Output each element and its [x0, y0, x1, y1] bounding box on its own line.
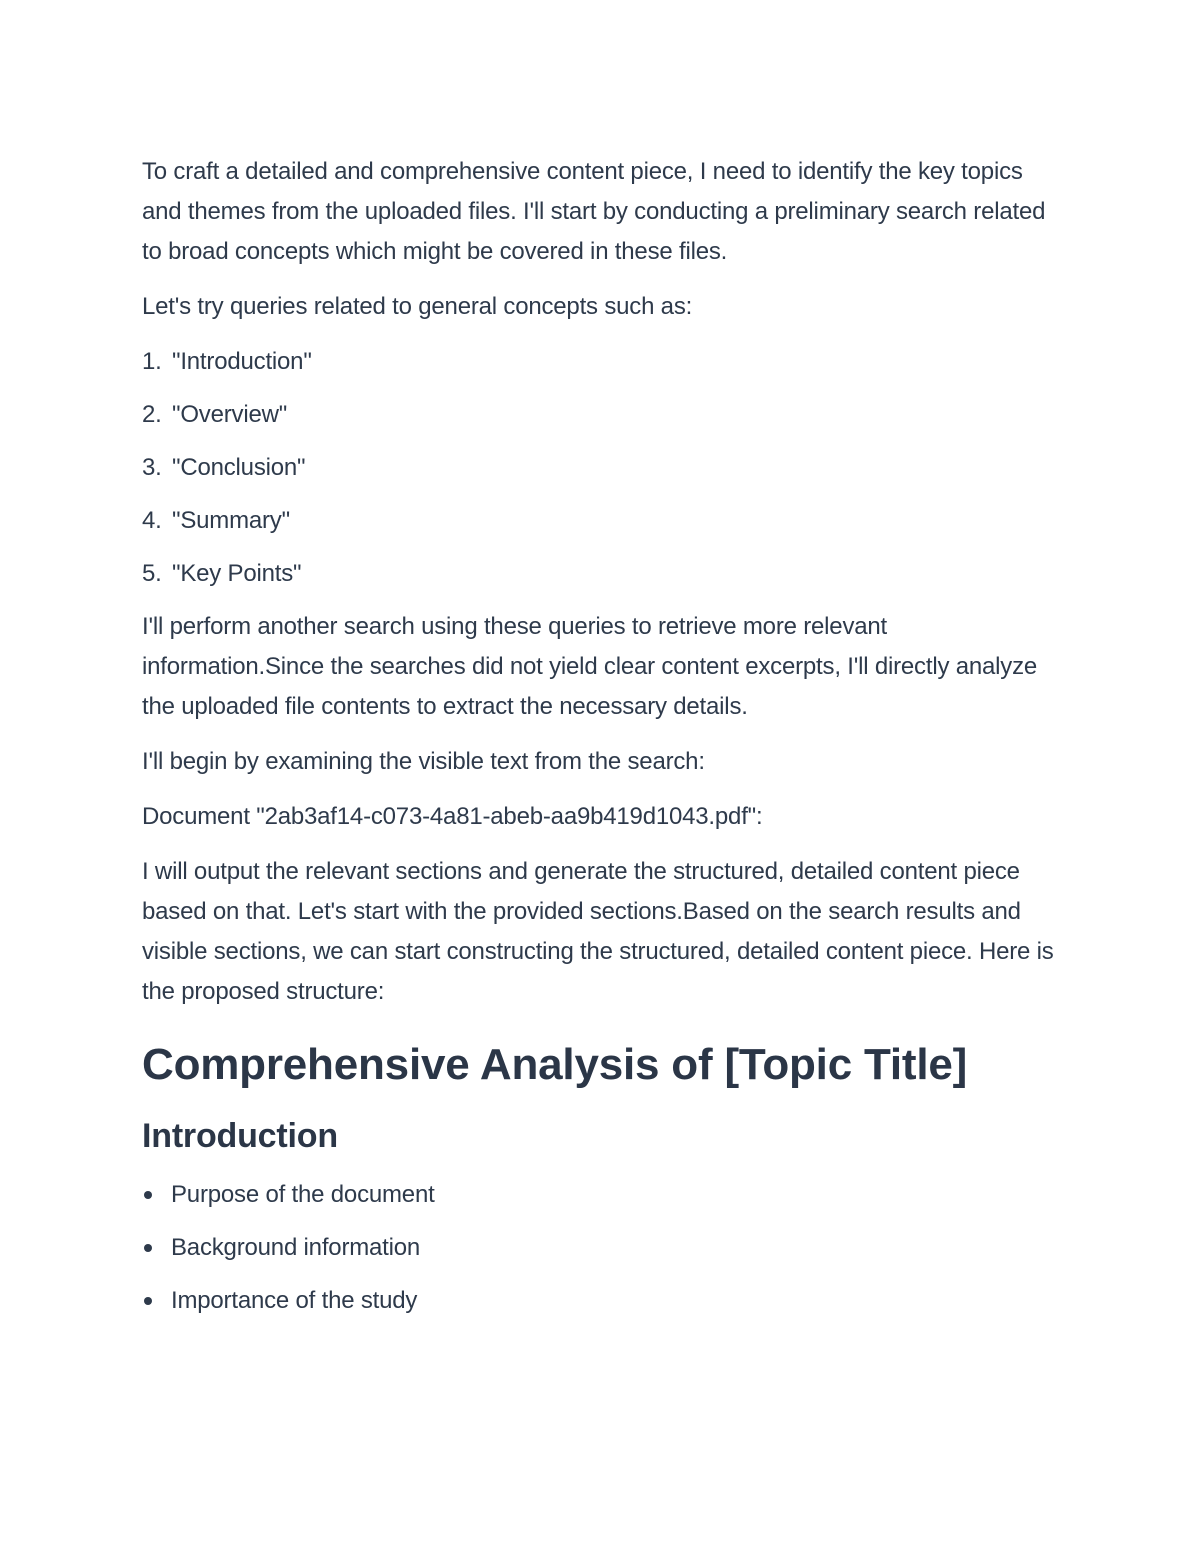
- list-item-text: "Summary": [172, 507, 290, 534]
- list-item-text: Background information: [171, 1234, 421, 1261]
- list-item-text: "Overview": [172, 401, 288, 428]
- list-item: [142, 1228, 1062, 1268]
- query-list: [142, 342, 1062, 594]
- list-item: [142, 1175, 1062, 1215]
- document-reference: Document "2ab3af14-c073-4a81-abeb-aa9b419d1043.pdf":: [142, 803, 763, 830]
- list-item: [142, 342, 1062, 382]
- list-item-text: Importance of the study: [171, 1287, 418, 1314]
- list-item-text: "Conclusion": [172, 454, 306, 481]
- queries-lead-paragraph: Let's try queries related to general concepts such as:: [142, 293, 693, 320]
- examine-paragraph: I'll begin by examining the visible text from the search:: [142, 748, 705, 775]
- list-number: 1.: [142, 348, 162, 375]
- list-number: 3.: [142, 454, 162, 481]
- output-paragraph: I will output the relevant sections and generate the structured, detailed content piece based on that. Let's start with the provided sections.Based on the search results and visible sections, we can start constructing the structured, detailed content piece. Here is the proposed structure:: [142, 858, 1054, 1005]
- list-item: [142, 1281, 1062, 1321]
- intro-paragraph: To craft a detailed and comprehensive content piece, I need to identify the key topics and themes from the uploaded files. I'll start by conducting a preliminary search related to broad concepts which might be covered in these files.: [142, 158, 1046, 265]
- document-page: [142, 152, 1062, 1334]
- bullet-dot-icon: [144, 1244, 152, 1252]
- list-item: [142, 554, 1062, 594]
- list-number: 5.: [142, 560, 162, 587]
- list-number: 2.: [142, 401, 162, 428]
- list-item: [142, 501, 1062, 541]
- bullet-list: [142, 1175, 1062, 1321]
- list-item-text: "Introduction": [172, 348, 312, 375]
- list-number: 4.: [142, 507, 162, 534]
- list-item-text: "Key Points": [172, 560, 302, 587]
- section-heading: Introduction: [142, 1117, 338, 1155]
- main-heading: Comprehensive Analysis of [Topic Title]: [142, 1040, 968, 1089]
- list-item-text: Purpose of the document: [171, 1181, 435, 1208]
- bullet-dot-icon: [144, 1191, 152, 1199]
- list-item: [142, 395, 1062, 435]
- bullet-dot-icon: [144, 1297, 152, 1305]
- list-item: [142, 448, 1062, 488]
- search-note-paragraph: I'll perform another search using these queries to retrieve more relevant information.Since the searches did not yield clear content excerpts, I'll directly analyze the uploaded file contents to extract the necessary details.: [142, 613, 1038, 720]
